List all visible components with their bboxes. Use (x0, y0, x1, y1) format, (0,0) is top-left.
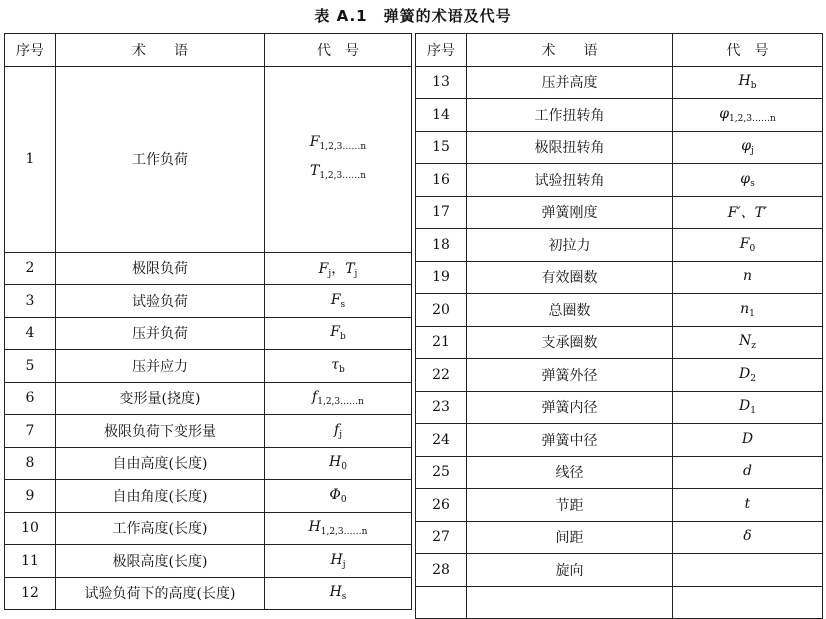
row-number: 26 (416, 489, 467, 522)
term-symbol (265, 252, 412, 285)
symbol-subscript: 1,2,3……n (319, 142, 367, 152)
term-symbol-a (728, 205, 767, 221)
symbol-base: H (308, 519, 321, 536)
table-title: 表 A.1 弹簧的术语及代号 (314, 7, 512, 25)
term-symbol (673, 359, 823, 392)
term-name: 弹簧内径 (467, 391, 673, 424)
row-number: 1 (5, 66, 56, 252)
term-name: 有效圈数 (467, 261, 673, 294)
term-symbol-a (329, 454, 347, 473)
symbol-subscript: j (751, 146, 754, 157)
symbol-subscript: 1 (750, 406, 756, 417)
symbol-subscript: 0 (340, 494, 347, 505)
symbol-subscript: b (339, 332, 346, 343)
header-symbol: 代 号 (673, 34, 823, 67)
term-name: 自由角度(长度) (56, 480, 265, 513)
table-row (5, 350, 412, 383)
symbol-subscript: s (340, 299, 346, 310)
symbol-base: D (739, 365, 751, 382)
term-name: 支承圈数 (467, 326, 673, 359)
term-symbol-a (743, 528, 751, 544)
term-symbol-a (739, 366, 756, 382)
symbol-subscript: 1 (749, 308, 755, 319)
symbol-base: F (330, 291, 341, 308)
term-symbol (673, 294, 823, 327)
term-symbol (673, 229, 823, 262)
term-symbol-a (740, 236, 755, 252)
table-row (416, 326, 823, 359)
term-symbol-a (745, 496, 751, 512)
row-number: 9 (5, 480, 56, 513)
table-row (416, 521, 823, 554)
term-name: 极限负荷下变形量 (56, 415, 265, 448)
term-symbol-a (330, 552, 345, 568)
term-symbol (673, 489, 823, 522)
term-symbol-a (740, 301, 755, 317)
symbol-subscript: 1,2,3……n (729, 113, 776, 124)
term-symbol (265, 350, 412, 383)
symbol-base: N (739, 333, 752, 350)
term-name (467, 586, 673, 619)
symbol-base: Φ (329, 486, 341, 503)
symbol-subscript: j (328, 268, 332, 279)
term-symbol (673, 131, 823, 164)
table-row (5, 66, 412, 252)
term-symbol-a (738, 73, 757, 92)
header-term: 术 语 (56, 34, 265, 67)
table-row (5, 545, 412, 578)
row-number: 20 (416, 294, 467, 327)
term-name: 压并负荷 (56, 317, 265, 350)
row-number: 19 (416, 261, 467, 294)
term-symbol (265, 317, 412, 350)
symbol-base: d (743, 463, 752, 480)
symbol-base: φ (719, 105, 730, 122)
row-number: 17 (416, 196, 467, 229)
symbol-subscript: z (751, 341, 756, 352)
term-symbol-a (743, 463, 752, 479)
header-term: 术 语 (467, 34, 673, 67)
term-symbol-a (719, 106, 776, 122)
term-symbol (265, 480, 412, 513)
term-symbol (673, 586, 823, 619)
row-number: 7 (5, 415, 56, 448)
term-symbol (265, 415, 412, 448)
table-row (416, 586, 823, 619)
symbol-base: H (329, 454, 342, 471)
table-row (416, 294, 823, 327)
term-symbol-a (741, 138, 754, 157)
table-row (5, 382, 412, 415)
table-row (5, 252, 412, 285)
term-symbol (673, 554, 823, 587)
header-symbol: 代 号 (265, 34, 412, 67)
symbol-base: F (739, 235, 750, 252)
term-name: 线径 (467, 456, 673, 489)
table-row (416, 456, 823, 489)
symbol-base: T (309, 163, 320, 179)
table-row (416, 554, 823, 587)
symbol-base: F′、T′ (727, 204, 768, 221)
symbol-subscript: j (342, 559, 346, 570)
term-symbol-b (310, 163, 366, 179)
term-symbol-a (329, 487, 346, 503)
term-symbol (265, 577, 412, 610)
term-symbol (673, 456, 823, 489)
term-symbol (673, 261, 823, 294)
term-symbol (265, 66, 412, 252)
row-number: 4 (5, 317, 56, 350)
term-symbol (673, 521, 823, 554)
row-number: 15 (416, 131, 467, 164)
row-number: 16 (416, 164, 467, 197)
term-name: 工作负荷 (56, 66, 265, 252)
table-row (5, 317, 412, 350)
row-number: 25 (416, 456, 467, 489)
symbol-subscript: j (354, 268, 358, 279)
row-number: 21 (416, 326, 467, 359)
table-row (416, 131, 823, 164)
symbol-base: F (318, 260, 329, 277)
term-name: 弹簧刚度 (467, 196, 673, 229)
term-symbol-a (329, 584, 347, 603)
table-row (416, 424, 823, 457)
symbol-subscript: 1,2,3……n (319, 171, 367, 181)
term-symbol (673, 66, 823, 99)
table-row (5, 415, 412, 448)
row-number: 22 (416, 359, 467, 392)
symbol-subscript: j (339, 429, 342, 440)
term-symbol (673, 391, 823, 424)
row-number: 23 (416, 391, 467, 424)
row-number: 10 (5, 512, 56, 545)
table-row (416, 261, 823, 294)
symbol-subscript: 1,2,3……n (320, 527, 368, 538)
term-symbol-a (740, 171, 754, 187)
symbol-base: H (330, 551, 343, 568)
term-symbol (265, 512, 412, 545)
symbol-subscript: 0 (749, 243, 756, 254)
term-symbol (265, 382, 412, 415)
symbol-base: F (330, 324, 340, 341)
symbol-base: n (740, 300, 750, 317)
term-symbol (265, 447, 412, 480)
row-number: 13 (416, 66, 467, 99)
row-number: 28 (416, 554, 467, 587)
term-name: 弹簧中径 (467, 424, 673, 457)
table-row (416, 359, 823, 392)
term-name: 总圈数 (467, 294, 673, 327)
symbol-base: δ (743, 528, 752, 545)
table-row (416, 196, 823, 229)
term-symbol (673, 99, 823, 132)
term-name: 间距 (467, 521, 673, 554)
symbol-base: t (744, 495, 751, 512)
row-number: 3 (5, 285, 56, 318)
symbol-subscript: 0 (341, 462, 347, 473)
term-symbol (673, 164, 823, 197)
symbol-base: φ (741, 138, 751, 155)
term-name: 弹簧外径 (467, 359, 673, 392)
table-row (416, 391, 823, 424)
term-symbol-a (331, 292, 345, 308)
term-symbol-a (319, 261, 332, 277)
term-name: 极限扭转角 (467, 131, 673, 164)
symbol-subscript: b (338, 364, 345, 375)
row-number: 14 (416, 99, 467, 132)
header-no: 序号 (5, 34, 56, 67)
table-row (416, 164, 823, 197)
row-number: 11 (5, 545, 56, 578)
term-symbol-b (345, 261, 357, 277)
row-number: 6 (5, 382, 56, 415)
symbol-subscript: s (341, 592, 347, 603)
table-row (5, 447, 412, 480)
row-number (416, 586, 467, 619)
terms-table-left (4, 33, 412, 610)
term-symbol-a (742, 431, 753, 447)
term-symbol (673, 196, 823, 229)
table-row (416, 489, 823, 522)
term-name: 试验扭转角 (467, 164, 673, 197)
header-no: 序号 (416, 34, 467, 67)
table-row (5, 480, 412, 513)
term-symbol-a (310, 134, 366, 150)
term-name: 旋向 (467, 554, 673, 587)
symbol-subscript: 1,2,3……n (317, 397, 364, 408)
symbol-subscript: 2 (750, 373, 756, 384)
table-row (416, 229, 823, 262)
symbol-separator: ， (331, 260, 346, 277)
symbol-base: H (329, 584, 342, 601)
term-name: 试验负荷下的高度(长度) (56, 577, 265, 610)
term-symbol (265, 545, 412, 578)
row-number: 27 (416, 521, 467, 554)
row-number: 12 (5, 577, 56, 610)
table-row (5, 577, 412, 610)
terms-table-right (415, 33, 823, 619)
table-row (5, 285, 412, 318)
row-number: 5 (5, 350, 56, 383)
symbol-base: τ (331, 356, 339, 373)
term-name: 节距 (467, 489, 673, 522)
term-symbol-a (739, 333, 756, 352)
symbol-base: D (741, 430, 754, 447)
term-symbol (265, 285, 412, 318)
symbol-subscript: b (750, 81, 757, 92)
row-number: 2 (5, 252, 56, 285)
term-name: 试验负荷 (56, 285, 265, 318)
symbol-base: φ (740, 170, 751, 187)
symbol-base: n (742, 268, 753, 285)
symbol-base: T (345, 260, 355, 277)
term-name: 初拉力 (467, 229, 673, 262)
term-name: 极限负荷 (56, 252, 265, 285)
table-row (5, 512, 412, 545)
table-row (416, 66, 823, 99)
row-number: 24 (416, 424, 467, 457)
term-symbol-a (330, 324, 346, 343)
symbol-base: H (738, 73, 751, 90)
term-name: 自由高度(长度) (56, 447, 265, 480)
term-symbol (673, 326, 823, 359)
term-symbol-a (312, 389, 364, 408)
term-symbol-a (308, 519, 368, 538)
term-symbol (673, 424, 823, 457)
term-name: 极限高度(长度) (56, 545, 265, 578)
symbol-base: f (334, 421, 340, 438)
term-name: 工作高度(长度) (56, 512, 265, 545)
term-name: 压并高度 (467, 66, 673, 99)
symbol-base: D (739, 398, 751, 415)
term-name: 工作扭转角 (467, 99, 673, 132)
table-row (416, 99, 823, 132)
term-symbol-a (739, 398, 756, 417)
row-number: 18 (416, 229, 467, 262)
term-name: 压并应力 (56, 350, 265, 383)
symbol-base: f (312, 389, 318, 406)
row-number: 8 (5, 447, 56, 480)
term-symbol-a (334, 422, 342, 438)
symbol-base: F (309, 134, 320, 150)
term-symbol-a (331, 357, 345, 373)
symbol-subscript: s (750, 178, 755, 189)
term-symbol-a (743, 268, 752, 284)
term-name: 变形量(挠度) (56, 382, 265, 415)
